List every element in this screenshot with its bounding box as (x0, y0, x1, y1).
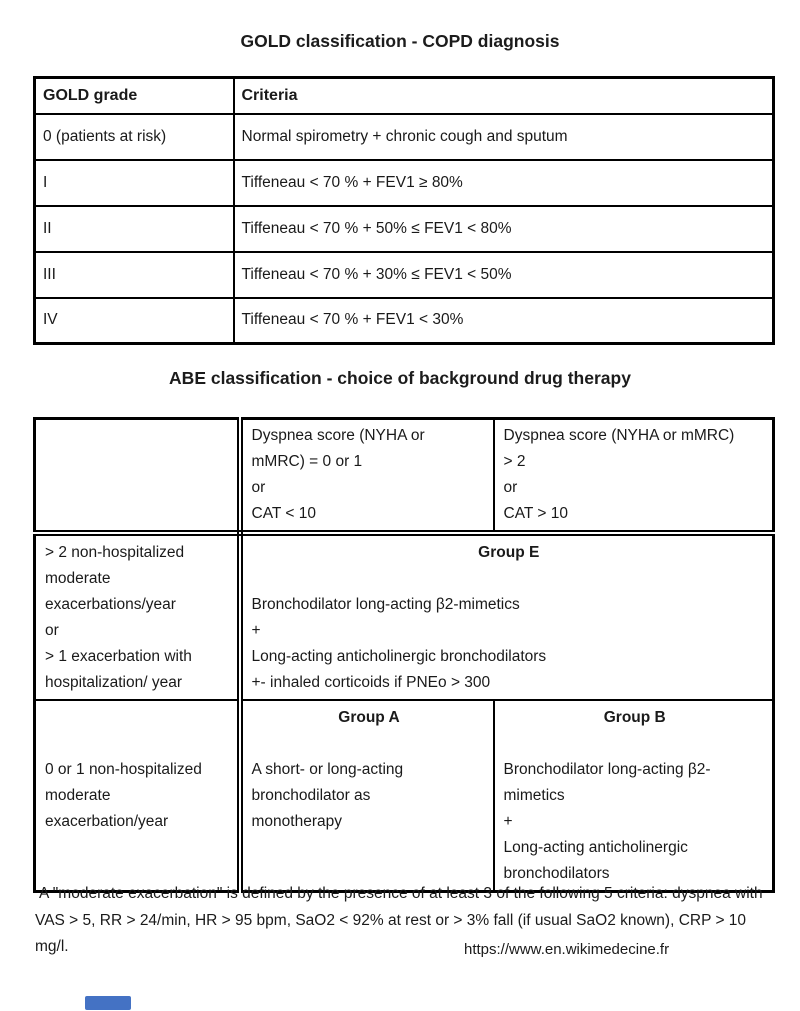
abe-header-row (35, 419, 774, 534)
text-line: > 2 (503, 453, 526, 470)
gold-row-0 (35, 114, 774, 160)
abe-table (33, 417, 775, 893)
criteria-cell: Tiffeneau < 70 % + 30% ≤ FEV1 < 50% (234, 252, 774, 298)
abe-classification-title: ABE classification - choice of background drug therapy (169, 368, 631, 388)
group-e-title: Group E (478, 544, 540, 561)
text-line: CAT < 10 (251, 505, 316, 522)
gold-row-4 (35, 298, 774, 344)
criteria-cell: Tiffeneau < 70 % + 50% ≤ FEV1 < 80% (234, 206, 774, 252)
group-a-title: Group A (338, 709, 400, 726)
abe-group-e-row (35, 533, 774, 700)
criteria-header-cell: Criteria (234, 78, 774, 114)
moderate-exacerbation-note: A "moderate exacerbation" is defined by the presence of at least 3 of the following 5 criteria: dyspnea with VAS > 5, RR > 24/min, HR > 95 bpm, SaO2 < 92% at rest or > 3% fall (if usual SaO2 known), CRP > 10 mg/l. (35, 885, 763, 955)
gold-grade-header-cell: GOLD grade (35, 78, 234, 114)
infrequent-exacerbation-label-cell (35, 700, 240, 892)
text-line: Dyspnea score (NYHA or mMRC) (503, 427, 735, 444)
gold-table (33, 76, 775, 345)
text-line: Long-acting anticholinergic bronchodilators (251, 648, 547, 665)
group-e-cell (240, 533, 774, 700)
text-line: + (503, 813, 513, 830)
abe-group-ab-row (35, 700, 774, 892)
text-line: moderate (45, 786, 111, 804)
text-line: exacerbation/year (45, 812, 169, 830)
gold-row-1 (35, 160, 774, 206)
criteria-cell: Normal spirometry + chronic cough and sputum (234, 114, 774, 160)
text-line: mimetics (503, 787, 565, 804)
text-line: A short- or long-acting (251, 761, 404, 778)
text-line: bronchodilator as (251, 787, 371, 804)
gold-classification-title: GOLD classification - COPD diagnosis (240, 31, 560, 51)
text-line: moderate (45, 569, 111, 587)
text-line: > 1 exacerbation with (45, 647, 192, 665)
text-line: + (251, 622, 261, 639)
gold-table-header-row (35, 78, 774, 114)
text-line: bronchodilators (503, 865, 610, 882)
grade-cell: I (35, 160, 234, 206)
source-url-link[interactable]: https://www.en.wikimedecine.fr (464, 941, 670, 958)
text-line: Bronchodilator long-acting β2-mimetics (251, 596, 520, 613)
text-line: hospitalization/ year (45, 673, 182, 691)
dyspnea-high-header-cell (494, 419, 774, 534)
text-line: Dyspnea score (NYHA or (251, 427, 425, 444)
text-line: Long-acting anticholinergic (503, 839, 688, 856)
text-line: or (251, 479, 266, 496)
grade-cell: II (35, 206, 234, 252)
gold-row-2 (35, 206, 774, 252)
group-b-title: Group B (603, 709, 666, 726)
text-line: or (45, 621, 59, 639)
spacer (504, 731, 767, 757)
text-line: 0 or 1 non-hospitalized (45, 760, 202, 778)
text-line: or (503, 479, 518, 496)
footer-blue-mark (85, 996, 131, 1010)
criteria-cell: Tiffeneau < 70 % + FEV1 < 30% (234, 298, 774, 344)
group-b-cell (494, 700, 774, 892)
text-line: exacerbations/year (45, 595, 176, 613)
abe-corner-empty-cell (35, 419, 240, 534)
text-line: monotherapy (251, 813, 342, 830)
text-line: +- inhaled corticoids if PNEo > 300 (251, 674, 491, 691)
group-a-cell (240, 700, 494, 892)
text-line: Bronchodilator long-acting β2- (503, 761, 711, 778)
spacer (252, 731, 487, 757)
spacer (252, 566, 767, 592)
criteria-cell: Tiffeneau < 70 % + FEV1 ≥ 80% (234, 160, 774, 206)
text-line: CAT > 10 (503, 505, 568, 522)
gold-row-3 (35, 252, 774, 298)
text-line: > 2 non-hospitalized (45, 543, 185, 561)
dyspnea-low-header-cell (240, 419, 494, 534)
grade-cell: III (35, 252, 234, 298)
frequent-exacerbation-label-cell (35, 533, 240, 700)
text-line: mMRC) = 0 or 1 (251, 453, 363, 470)
grade-cell: IV (35, 298, 234, 344)
grade-cell: 0 (patients at risk) (35, 114, 234, 160)
